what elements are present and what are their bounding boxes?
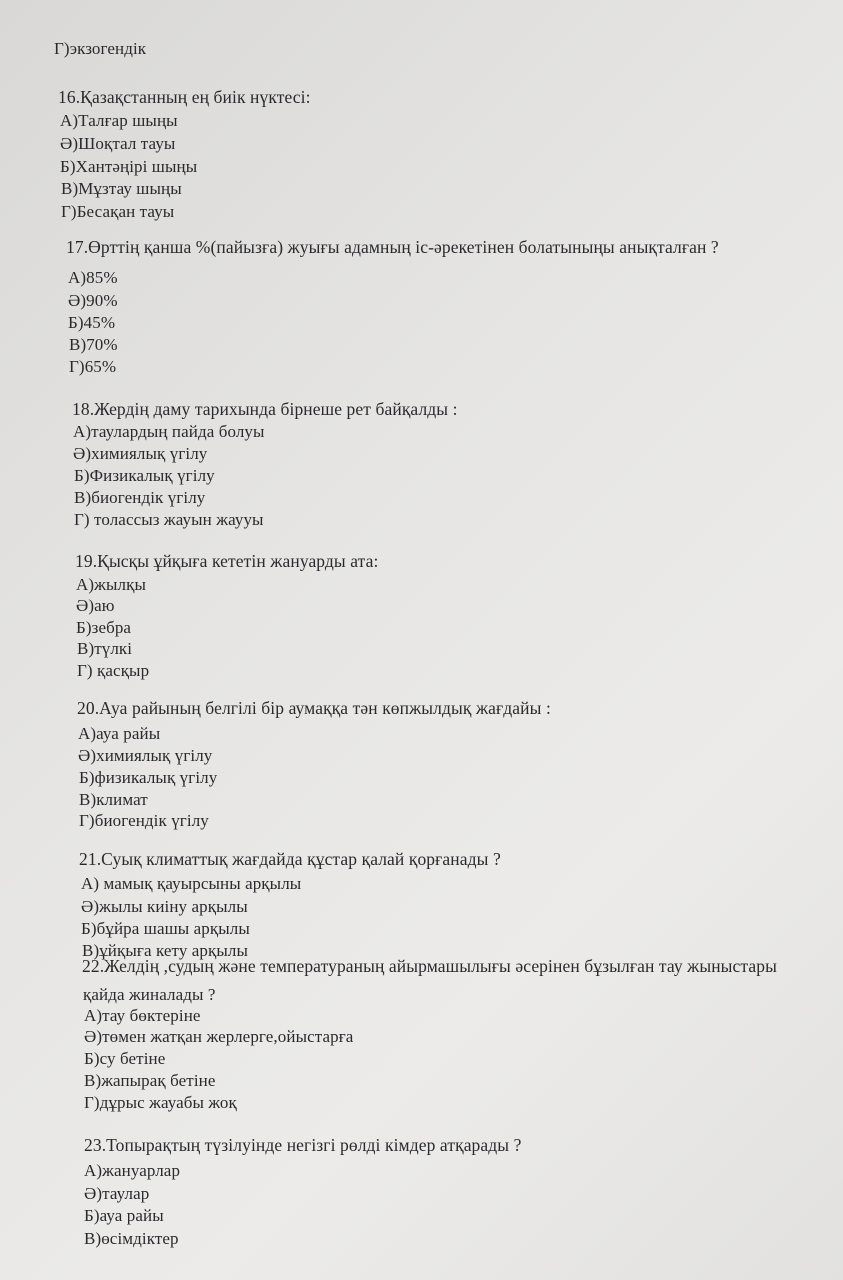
answer-line: Ә)химиялық үгілу [78,746,213,765]
answer-line: Г)экзогендік [54,39,147,58]
question-20: 20.Ауа райының белгілі бір аумаққа тән көпжылдық жағдайы : [77,698,551,718]
answer-line: В)жапырақ бетіне [84,1071,216,1090]
answer-line: В)70% [69,335,118,354]
answer-line: А)тау бөктеріне [84,1006,201,1025]
question-22: 22.Желдің ,судың және температураның айырмашылығы әсерінен бұзылған тау жыныстары [82,956,777,976]
question-19: 19.Қысқы ұйқыға кететін жануарды ата: [75,551,379,571]
answer-line: Ә)90% [68,291,118,310]
answer-line: Г) қасқыр [77,661,150,680]
answer-line: Ә)Шоқтал тауы [60,134,176,153]
answer-line: В)ұйқыға кету арқылы [82,941,249,960]
question-18: 18.Жердің даму тарихында бірнеше рет байқалды : [72,399,458,419]
answer-line: Г)65% [69,357,117,376]
answer-line: В)биогендік үгілу [74,488,206,507]
question-23: 23.Топырақтың түзілуінде негізгі рөлді кімдер атқарады ? [84,1135,522,1155]
answer-line: Г)биогендік үгілу [79,811,209,830]
answer-line: Г) толассыз жауын жаууы [74,510,264,529]
answer-line: В)түлкі [77,639,133,658]
answer-line: Б)су бетіне [84,1049,166,1068]
answer-line: А)жануарлар [84,1161,181,1180]
answer-line: Б)Хантәңірі шыңы [60,157,198,176]
answer-line: Б)Физикалық үгілу [74,466,215,485]
answer-line: Ә)аю [76,596,115,615]
answer-line: Ә)жылы киіну арқылы [81,897,248,916]
question-21: 21.Суық климаттық жағдайда құстар қалай қорғанады ? [79,849,501,869]
question-17: 17.Өрттің қанша %(пайызға) жуығы адамның іс-әрекетінен болатыныңы анықталған ? [66,237,719,257]
question-16: 16.Қазақстанның ең биік нүктесі: [58,87,311,107]
answer-line: А) мамық қауырсыны арқылы [81,874,302,893]
answer-line: Б)45% [68,313,116,332]
answer-line: Б)зебра [76,618,132,637]
answer-line: В)климат [79,790,148,809]
answer-line: А)Талғар шыңы [60,111,178,130]
answer-line: В)өсімдіктер [84,1229,179,1248]
answer-line: Ә)төмен жатқан жерлерге,ойыстарға [84,1027,354,1046]
answer-line: Г)дұрыс жауабы жоқ [84,1093,237,1112]
answer-line: А)85% [68,268,118,287]
answer-line: Ә)химиялық үгілу [73,444,208,463]
question-22-continued: қайда жиналады ? [83,985,216,1004]
answer-line: Б)бұйра шашы арқылы [81,919,250,938]
answer-line: Ә)таулар [84,1184,150,1203]
answer-line: Б)ауа райы [84,1206,164,1225]
answer-line: А)ауа райы [78,724,161,743]
answer-line: А)жылқы [76,575,146,594]
answer-line: Г)Бесақан тауы [61,202,175,221]
answer-line: В)Мұзтау шыңы [61,179,182,198]
answer-line: А)таулардың пайда болуы [73,422,265,441]
answer-line: Б)физикалық үгілу [79,768,218,787]
